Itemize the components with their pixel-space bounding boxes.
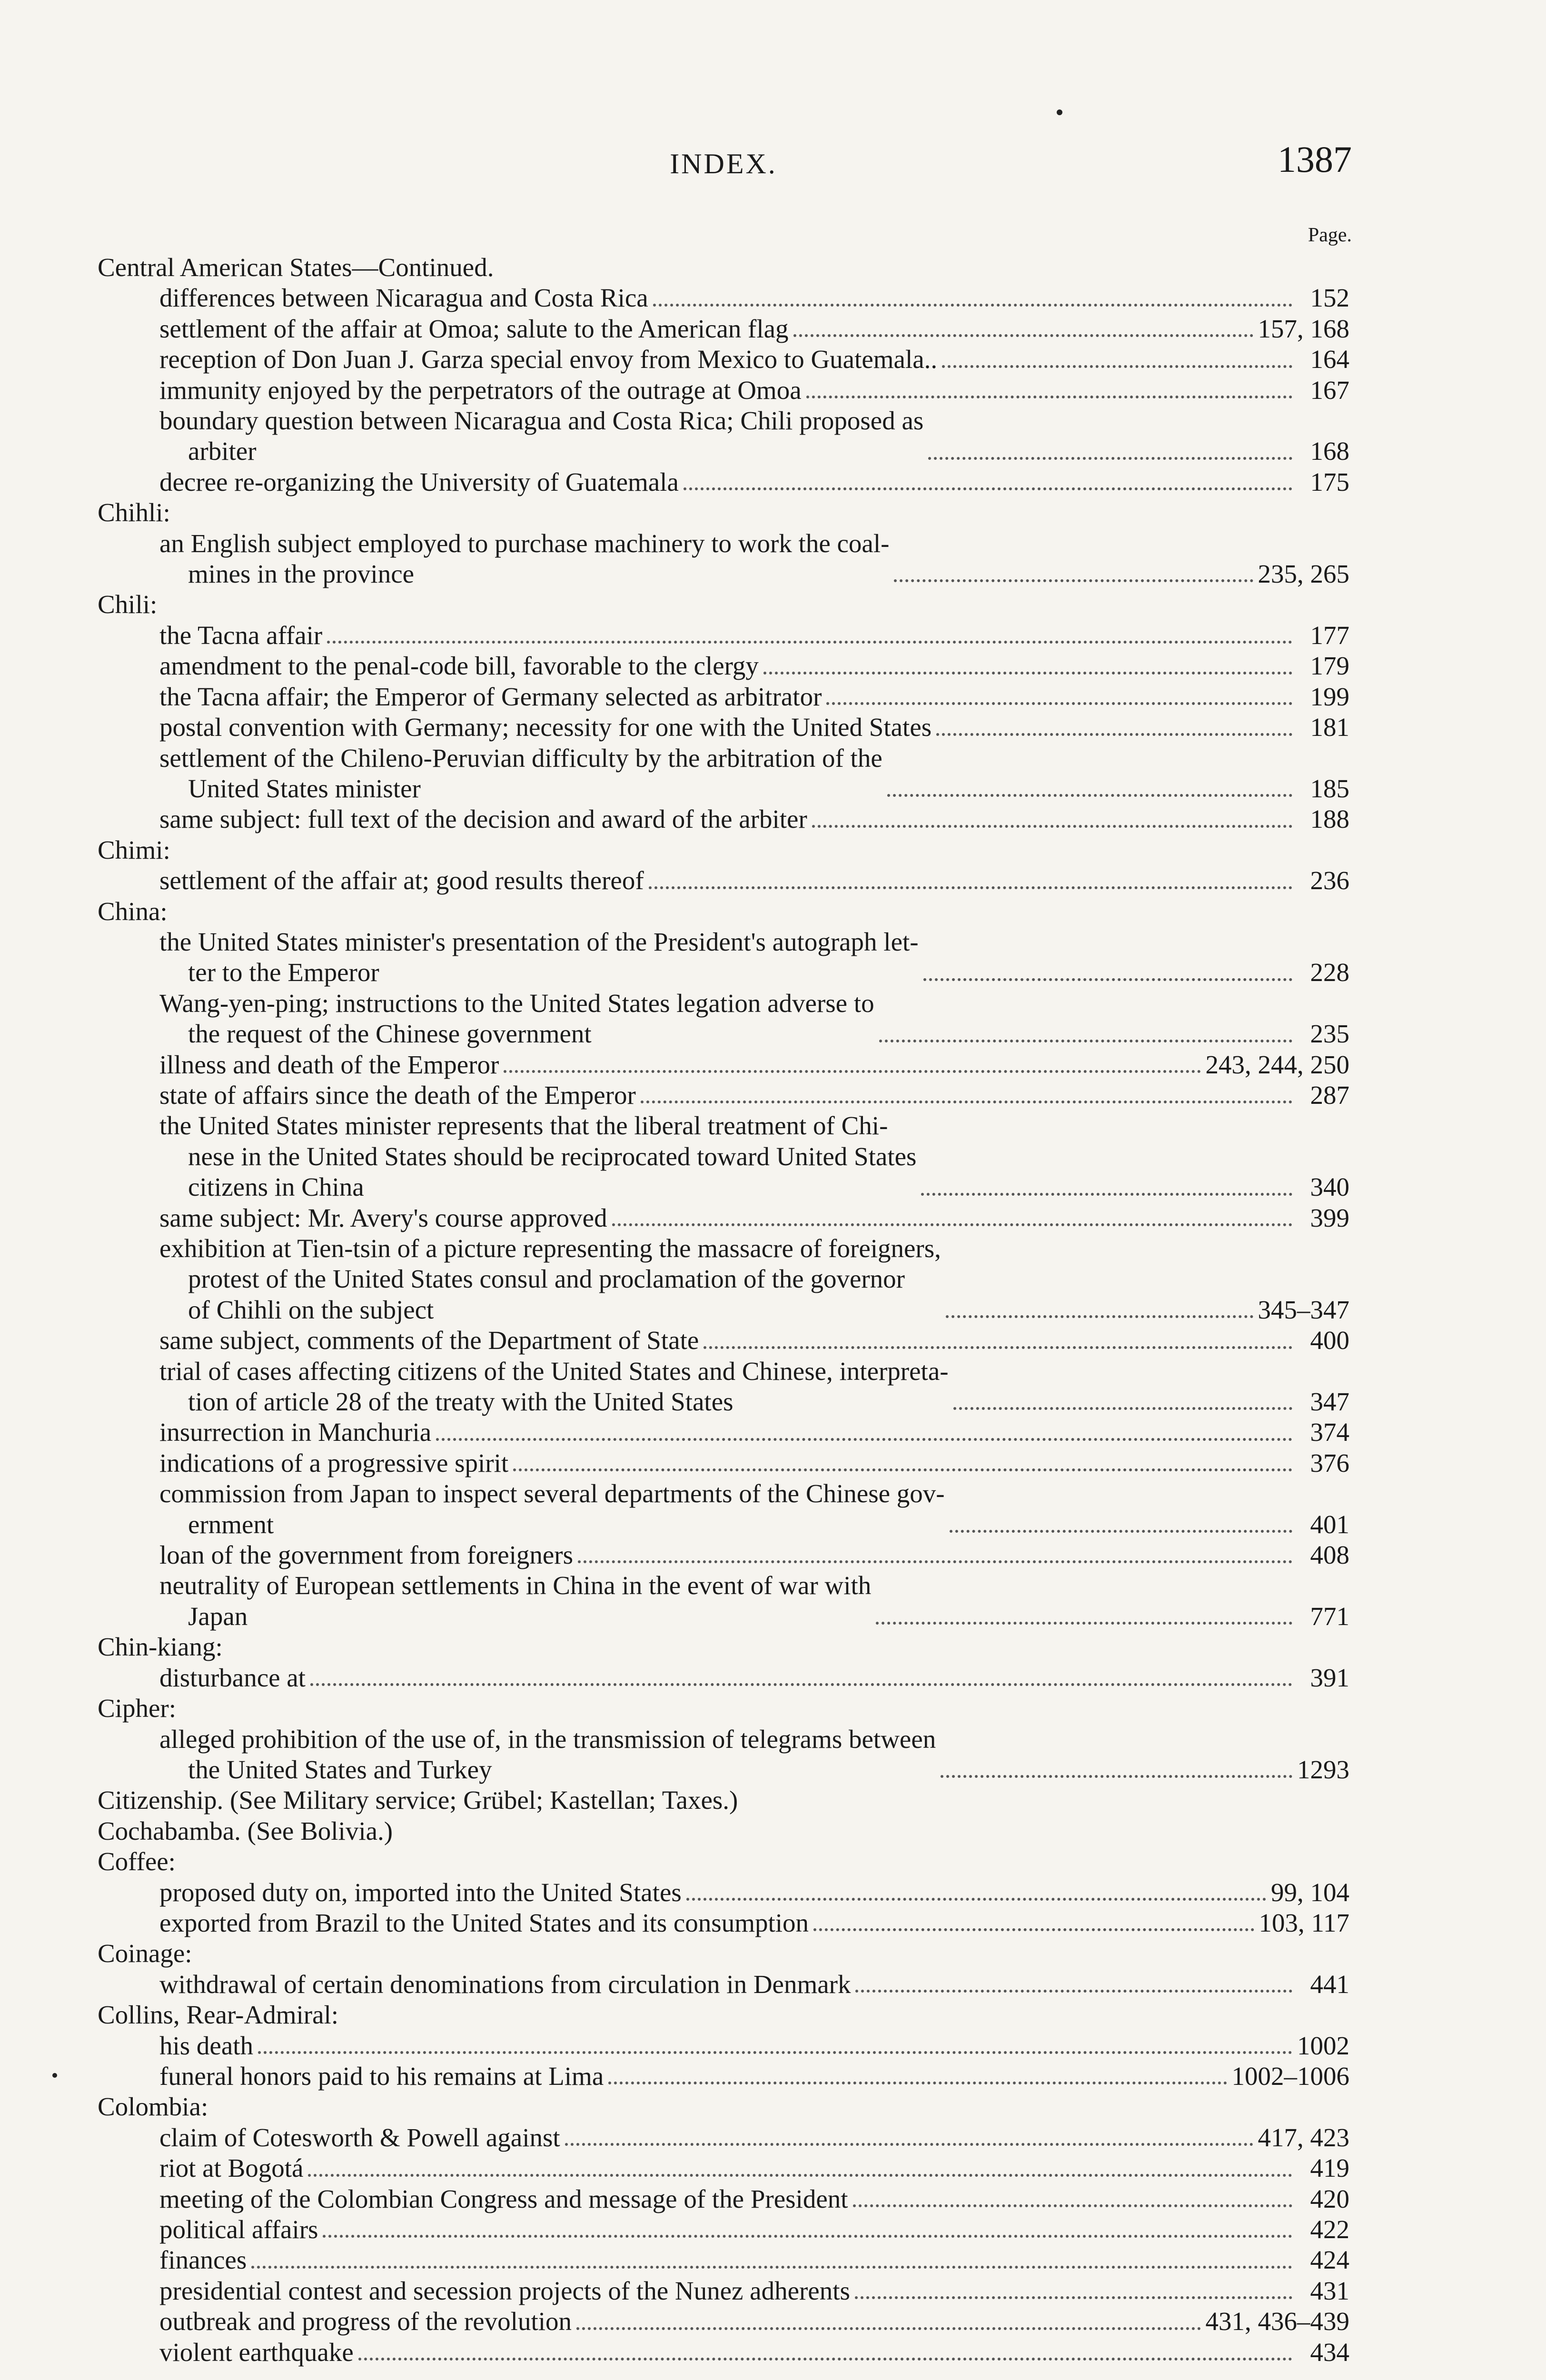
dot-leader [921,1193,1292,1196]
subentry-first-line: indications of a progressive spirit [159,1448,509,1478]
page-reference: 424 [1310,2245,1349,2275]
page-reference: 177 [1310,620,1349,650]
dot-leader [936,733,1292,736]
page-reference: 99, 104 [1271,1877,1349,1907]
page-reference: 287 [1310,1080,1349,1110]
index-heading: Citizenship. (See Military service; Grübel; Kastellan; Taxes.) [98,1785,738,1815]
index-subentry [159,1233,1349,1325]
subentry-text [159,682,822,712]
index-entries [98,252,1349,2368]
dot-leader [578,1560,1292,1563]
subentry-text [159,406,923,467]
page-reference: 400 [1310,1326,1349,1355]
page-reference: 374 [1310,1418,1349,1447]
dot-leader [953,1407,1292,1410]
subentry-text [159,1908,809,1938]
index-subentry [159,467,1349,497]
subentry-text [159,2122,560,2153]
dot-leader [812,825,1292,828]
subentry-first-line: meeting of the Colombian Congress and message of the President [159,2184,848,2213]
subentry-text [159,1663,306,1693]
page-reference: 167 [1310,375,1349,405]
dot-leader [855,1990,1292,1993]
dot-leader [826,702,1292,705]
index-heading: China: [98,896,168,926]
dot-leader [308,2174,1292,2177]
subentry-continuation-line: ernment [188,1509,274,1539]
subentry-text [159,2306,572,2337]
index-subentry [159,2061,1349,2092]
subentry-first-line: his death [159,2031,254,2060]
index-heading: Coinage: [98,1939,192,1968]
index-subentry [159,927,1349,988]
subentry-first-line: disturbance at [159,1663,306,1692]
index-subentry [159,283,1349,313]
index-subentry [159,1877,1349,1908]
index-heading: Cipher: [98,1694,176,1723]
subentry-text [159,865,644,896]
page-reference: 391 [1310,1663,1349,1692]
subentry-first-line: funeral honors paid to his remains at Lima [159,2061,604,2091]
index-subentry [159,1478,1349,1540]
index-heading: Coffee: [98,1847,176,1876]
index-subentry [159,314,1349,344]
page-reference: 168 [1310,436,1349,466]
index-subentry [159,988,1349,1050]
subentry-text [159,1540,573,1570]
dot-leader [704,1346,1292,1349]
subentry-first-line: claim of Cotesworth & Powell against [159,2122,560,2152]
subentry-first-line: decree re-organizing the University of Guatemala [159,467,679,496]
dot-leader [887,794,1292,797]
index-heading: Chimi: [98,835,170,864]
page-reference: 181 [1310,713,1349,742]
subentry-first-line: outbreak and progress of the revolution [159,2307,572,2336]
index-heading: Collins, Rear-Admiral: [98,2000,339,2030]
page-reference: 103, 117 [1259,1908,1349,1937]
dot-leader [310,1683,1292,1686]
subentry-text [159,1969,851,2000]
index-subentry [159,743,1349,804]
index-subentry [159,682,1349,712]
subentry-first-line: political affairs [159,2215,318,2244]
page-reference: 441 [1310,1969,1349,1999]
dot-leader [684,487,1292,490]
subentry-text [159,927,919,988]
subentry-text [159,1417,431,1448]
page-reference: 419 [1310,2153,1349,2183]
dot-leader [793,334,1253,337]
subentry-text [159,2184,848,2214]
subentry-first-line: withdrawal of certain denominations from circulation in Denmark [159,1969,851,1999]
page-reference: 771 [1310,1601,1349,1631]
subentry-text [159,1356,949,1418]
subentry-first-line: same subject: full text of the decision and award of the arbiter [159,804,807,834]
subentry-first-line: boundary question between Nicaragua and Costa Rica; Chili proposed as [159,406,924,436]
page-reference: 175 [1310,467,1349,496]
page-reference: 199 [1310,682,1349,711]
dot-leader [813,1928,1254,1931]
subentry-text [159,2153,303,2183]
subentry-first-line: exported from Brazil to the United States and its consumption [159,1908,809,1937]
index-subentry [159,865,1349,896]
dot-leader [565,2143,1253,2146]
subentry-first-line: illness and death of the Emperor [159,1050,499,1079]
subentry-first-line: settlement of the Chileno-Peruvian difficulty by the arbitration of the [159,743,882,773]
dot-leader [358,2358,1292,2360]
page-reference: 347 [1310,1387,1349,1417]
subentry-continuation-line: tion of article 28 of the treaty with the United States [188,1387,733,1417]
subentry-text [159,1478,945,1540]
subentry-first-line: alleged prohibition of the use of, in the transmission of telegrams between [159,1724,936,1754]
index-subentry [159,375,1349,406]
index-subentry [159,2122,1349,2153]
page-reference: 1002 [1297,2031,1349,2060]
index-subentry [159,2245,1349,2275]
index-heading: Cochabamba. (See Bolivia.) [98,1816,393,1845]
index-subentry [159,620,1349,651]
subentry-text [159,1203,607,1233]
dot-leader [855,2296,1292,2299]
index-heading: Chili: [98,590,158,619]
subentry-text [159,743,882,804]
index-subentry [159,1417,1349,1448]
index-subentry [159,1050,1349,1080]
subentry-text [159,804,807,834]
index-subentry [159,2184,1349,2214]
page-reference: 185 [1310,774,1349,803]
dot-leader [649,886,1292,889]
index-heading: Chin-kiang: [98,1632,223,1662]
subentry-continuation-line: citizens in China [188,1172,364,1202]
index-subentry [159,1356,1349,1418]
page-reference: 188 [1310,804,1349,834]
subentry-first-line: loan of the government from foreigners [159,1540,574,1570]
subentry-text [159,1111,916,1202]
dot-leader [942,365,1292,368]
index-subentry [159,2153,1349,2183]
subentry-text [159,2031,253,2061]
subentry-first-line: settlement of the affair at Omoa; salute to the American flag [159,314,789,343]
page-reference: 152 [1310,283,1349,313]
page-reference: 401 [1310,1509,1349,1539]
index-subentry [159,712,1349,743]
subentry-first-line: finances [159,2245,247,2275]
page-number: 1387 [1278,139,1352,180]
page-reference: 399 [1310,1203,1349,1232]
dot-leader [641,1101,1292,1103]
dot-leader [876,1622,1292,1625]
subentry-first-line: the Tacna affair; the Emperor of Germany selected as arbitrator [159,682,822,711]
subentry-first-line: an English subject employed to purchase machinery to work the coal- [159,528,890,558]
dot-leader [612,1223,1292,1226]
dot-leader [853,2204,1292,2207]
dot-leader [513,1468,1292,1471]
subentry-continuation-line: mines in the province [188,559,415,589]
subentry-continuation-line: the request of the Chinese government [188,1019,592,1049]
dot-leader [251,2266,1292,2269]
page-reference: 417, 423 [1258,2122,1349,2152]
index-subentry [159,1203,1349,1233]
subentry-first-line: settlement of the affair at; good results thereof [159,866,644,895]
dot-leader [653,304,1292,307]
subentry-continuation-line: arbiter [188,436,257,466]
index-subentry [159,1969,1349,2000]
index-subentry [159,1448,1349,1478]
dot-leader [323,2235,1292,2238]
subentry-first-line: reception of Don Juan J. Garza special envoy from Mexico to Guatemala.. [159,345,938,374]
index-subentry [159,2214,1349,2245]
subentry-first-line: neutrality of European settlements in China in the event of war with [159,1571,872,1600]
subentry-text [159,1724,936,1785]
subentry-first-line: amendment to the penal-code bill, favorable to the clergy [159,651,759,681]
subentry-text [159,2214,318,2245]
index-subentry [159,1908,1349,1938]
dot-leader [504,1070,1200,1073]
subentry-first-line: riot at Bogotá [159,2153,304,2183]
subentry-first-line: differences between Nicaragua and Costa Rica [159,283,648,313]
subentry-text [159,1325,699,1356]
subentry-first-line: proposed duty on, imported into the United States [159,1877,682,1907]
index-subentry [159,804,1349,834]
subentry-first-line: the Tacna affair [159,620,323,650]
index-subentry [159,344,1349,375]
running-title: INDEX. [670,148,777,179]
subentry-text [159,651,759,681]
dot-leader [923,978,1292,981]
subentry-first-line: exhibition at Tien-tsin of a picture representing the massacre of foreigners, [159,1234,941,1263]
index-subentry [159,1325,1349,1356]
subentry-continuation-line: nese in the United States should be reciprocated toward United States [188,1141,917,1171]
page-header [95,138,1352,190]
scan-speck [52,2073,57,2078]
subentry-text [159,988,874,1050]
page-reference: 408 [1310,1540,1349,1570]
page-reference: 345–347 [1258,1295,1349,1324]
subentry-text [159,1233,941,1325]
subentry-first-line: presidential contest and secession projects of the Nunez adherents [159,2276,850,2305]
index-subentry [159,1540,1349,1570]
subentry-continuation-line: the United States and Turkey [188,1755,492,1784]
subentry-continuation-line: United States minister [188,774,421,803]
dot-leader [950,1530,1292,1533]
subentry-first-line: postal convention with Germany; necessity for one with the United States [159,713,932,742]
dot-leader [763,672,1292,674]
dot-leader [894,579,1253,582]
dot-leader [608,2082,1227,2084]
dot-leader [928,457,1292,460]
page-reference: 434 [1310,2337,1349,2367]
subentry-text [159,283,648,313]
subentry-first-line: same subject, comments of the Department of State [159,1326,699,1355]
subentry-first-line: trial of cases affecting citizens of the United States and Chinese, interpreta- [159,1356,949,1386]
index-subentry [159,2276,1349,2306]
page-reference: 236 [1310,866,1349,895]
dot-leader [327,641,1292,644]
page-reference: 164 [1310,345,1349,374]
index-subentry [159,651,1349,681]
index-subentry [159,1724,1349,1785]
subentry-text [159,1448,508,1478]
index-subentry [159,1111,1349,1202]
subentry-text [159,344,937,375]
dot-leader [941,1775,1292,1778]
page-reference: 431 [1310,2276,1349,2305]
index-subentry [159,406,1349,467]
dot-leader [686,1898,1266,1901]
index-subentry [159,1080,1349,1111]
index-subentry [159,1663,1349,1693]
subentry-first-line: state of affairs since the death of the Emperor [159,1080,636,1110]
subentry-first-line: same subject: Mr. Avery's course approved [159,1203,607,1232]
subentry-text [159,1570,871,1632]
index-heading: Central American States—Continued. [98,253,494,282]
page-reference: 235, 265 [1258,559,1349,589]
page-reference: 1002–1006 [1231,2061,1349,2091]
page-reference: 235 [1310,1019,1349,1049]
subentry-text [159,528,889,590]
subentry-first-line: immunity enjoyed by the perpetrators of the outrage at Omoa [159,375,802,405]
scan-speck [1057,109,1062,115]
subentry-continuation-line: Japan [188,1601,248,1631]
subentry-first-line: Wang-yen-ping; instructions to the United States legation adverse to [159,988,874,1018]
index-heading: Colombia: [98,2092,208,2122]
subentry-text [159,375,802,406]
subentry-text [159,467,679,497]
page-reference: 420 [1310,2184,1349,2213]
subentry-text [159,1080,636,1111]
subentry-text [159,314,789,344]
dot-leader [946,1315,1253,1318]
subentry-first-line: commission from Japan to inspect several departments of the Chinese gov- [159,1479,945,1508]
page-reference: 157, 168 [1258,314,1349,343]
subentry-text [159,1877,682,1908]
index-subentry [159,528,1349,590]
page-reference: 228 [1310,958,1349,987]
index-subentry [159,2031,1349,2061]
subentry-continuation-line: protest of the United States consul and proclamation of the governor [188,1264,905,1294]
page-reference: 376 [1310,1448,1349,1478]
page-reference: 422 [1310,2215,1349,2244]
page-reference: 340 [1310,1172,1349,1202]
dot-leader [806,396,1292,398]
subentry-text [159,2276,850,2306]
subentry-first-line: the United States minister's presentation of the President's autograph let- [159,927,919,956]
subentry-text [159,620,322,651]
subentry-first-line: the United States minister represents that the liberal treatment of Chi- [159,1111,888,1140]
dot-leader [879,1040,1292,1042]
index-heading: Chihli: [98,498,170,527]
subentry-first-line: violent earthquake [159,2337,354,2367]
subentry-continuation-line: of Chihli on the subject [188,1295,434,1324]
subentry-text [159,2061,604,2092]
dot-leader [436,1438,1292,1441]
subentry-text [159,2337,354,2368]
subentry-text [159,712,932,743]
page-reference: 1293 [1297,1755,1349,1784]
subentry-text [159,1050,499,1080]
subentry-first-line: insurrection in Manchuria [159,1418,432,1447]
subentry-continuation-line: ter to the Emperor [188,958,379,987]
dot-leader [576,2327,1200,2330]
page-column-label: Page. [1308,224,1352,246]
page-reference: 243, 244, 250 [1205,1050,1349,1079]
page-reference: 179 [1310,651,1349,681]
page-reference: 431, 436–439 [1205,2307,1349,2336]
subentry-text [159,2245,247,2275]
index-subentry [159,2306,1349,2337]
dot-leader [258,2051,1292,2054]
index-subentry [159,1570,1349,1632]
index-subentry [159,2337,1349,2368]
